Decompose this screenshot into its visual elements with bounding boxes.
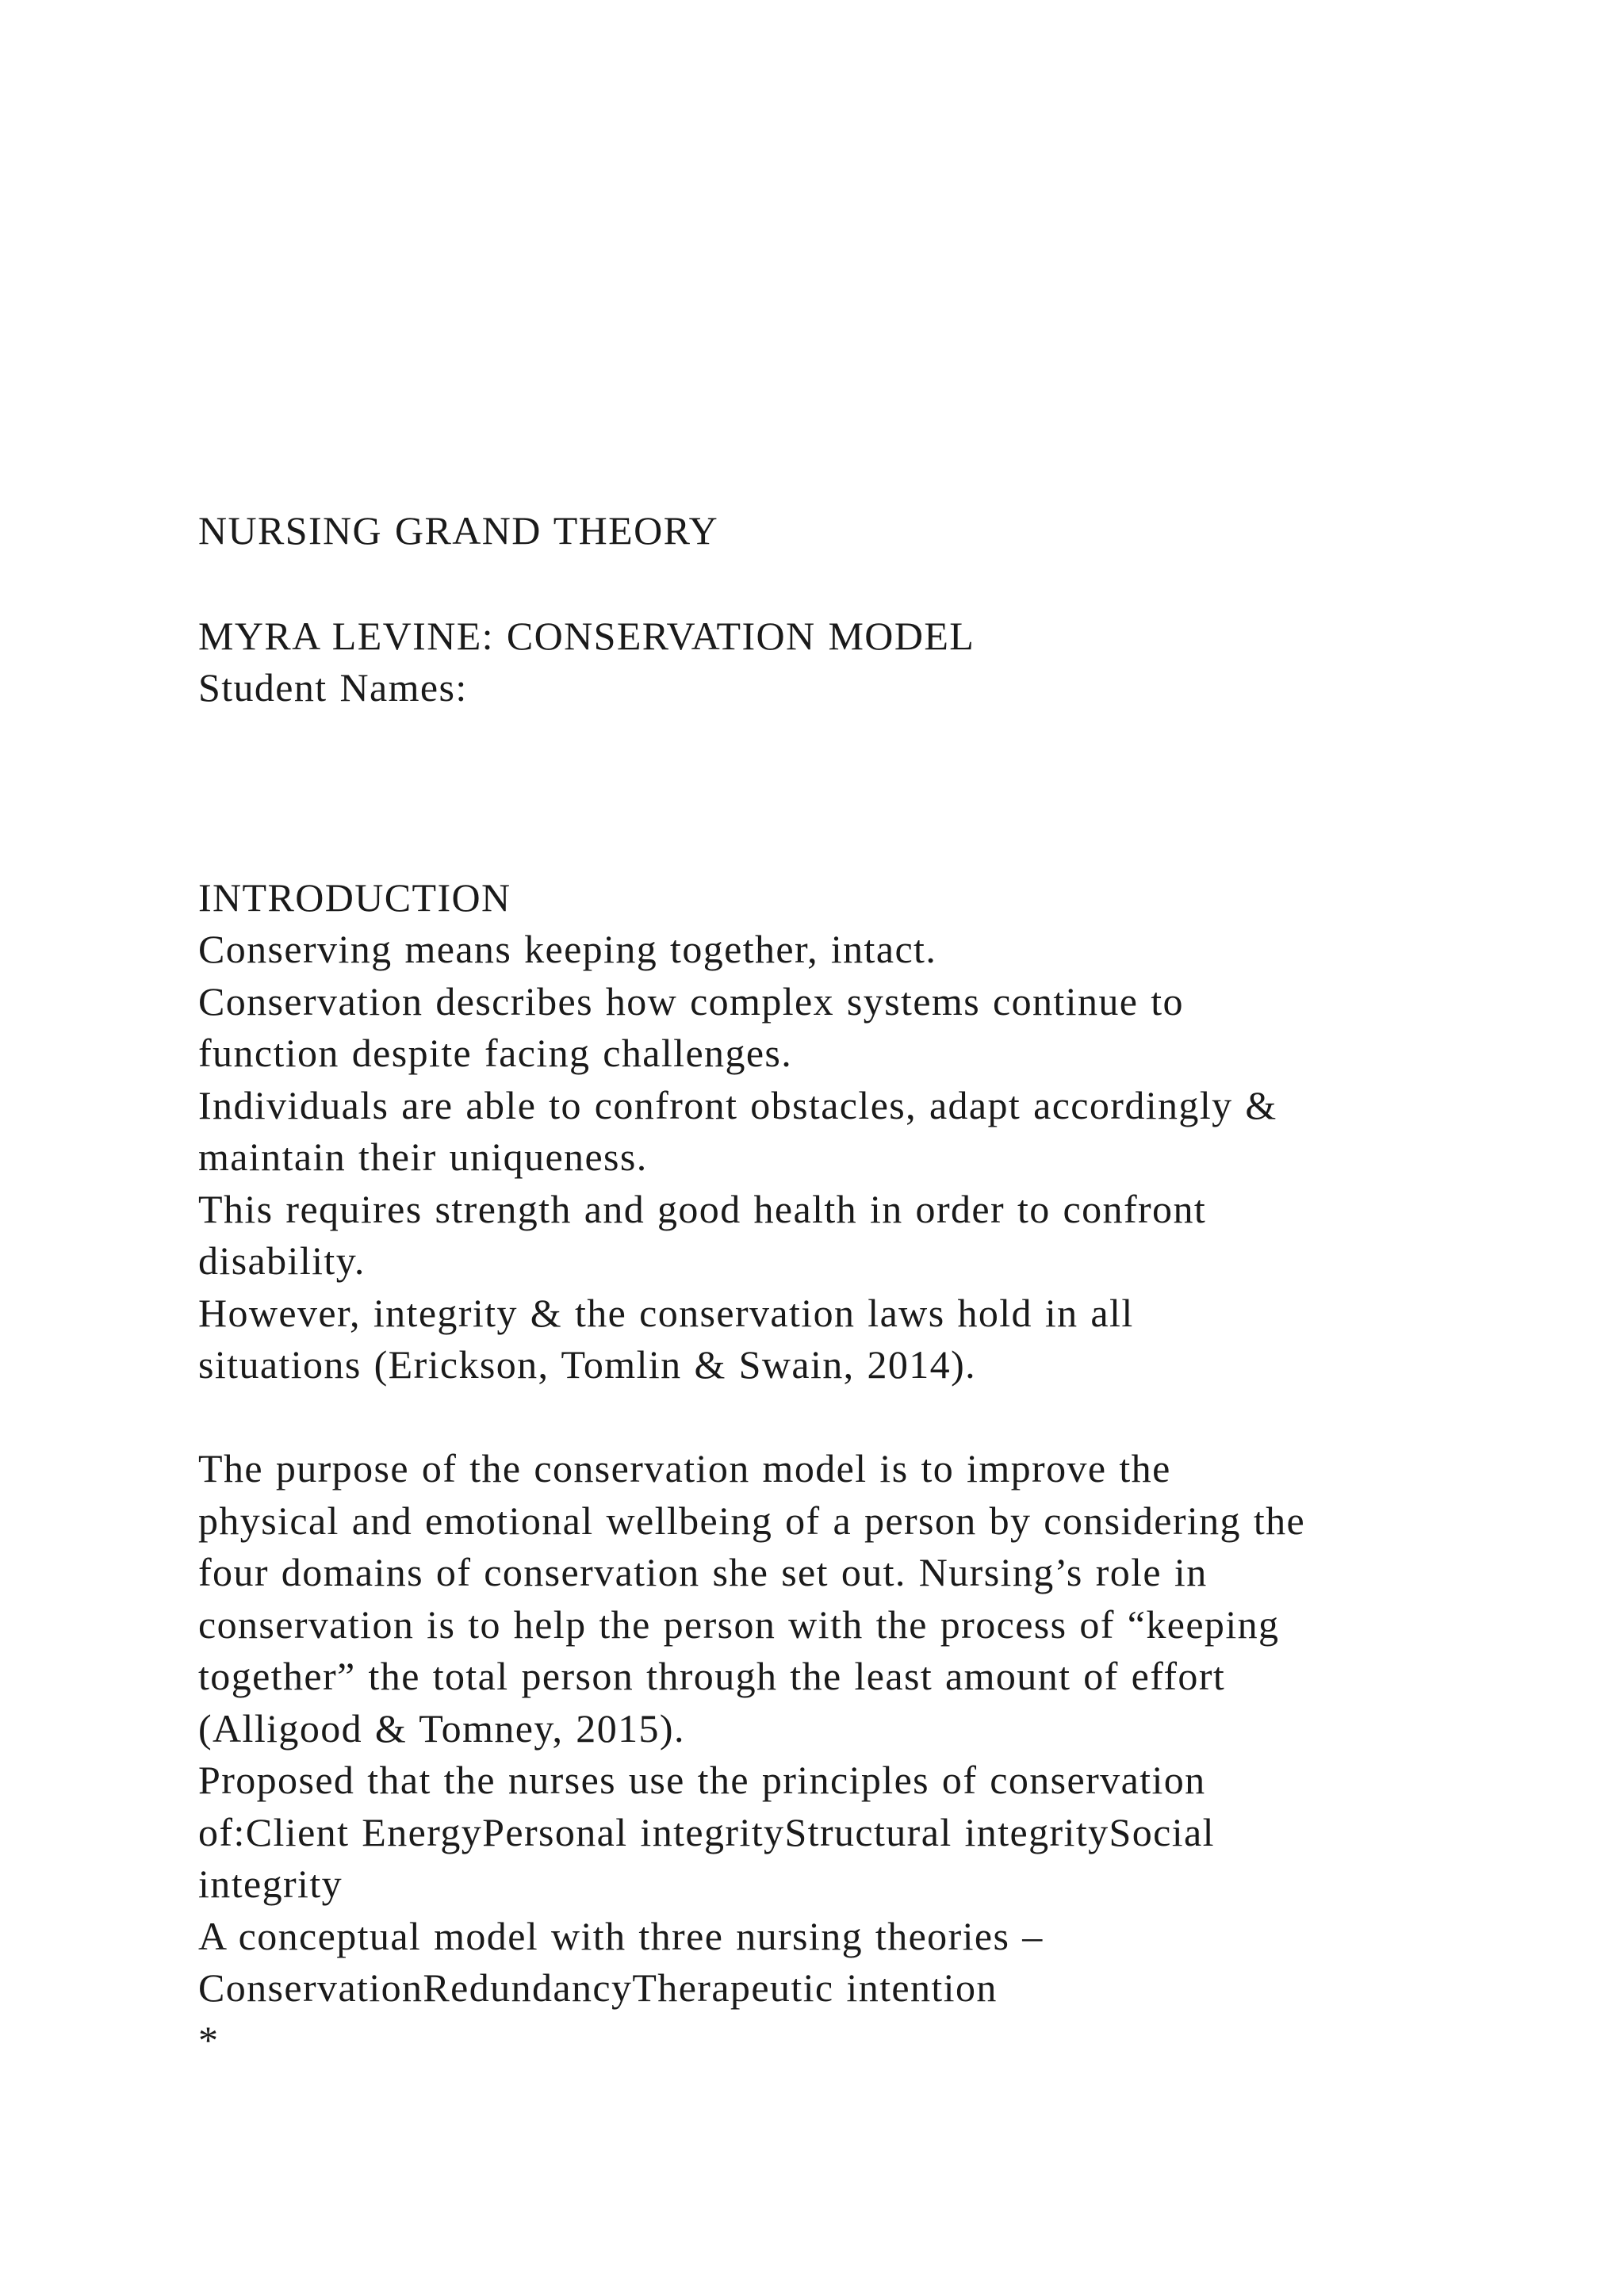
intro-line: However, integrity & the conservation laws hold in all xyxy=(198,1290,1134,1335)
document-subtitle: MYRA LEVINE: CONSERVATION MODEL xyxy=(198,613,975,658)
intro-line: function despite facing challenges. xyxy=(198,1031,793,1075)
purpose-line: physical and emotional wellbeing of a person by considering the xyxy=(198,1498,1306,1543)
intro-line: Conserving means keeping together, intact. xyxy=(198,927,937,971)
intro-line: Conservation describes how complex systems continue to xyxy=(198,978,1184,1024)
purpose-line: four domains of conservation she set out. Nursing’s role in xyxy=(198,1550,1208,1594)
intro-line: maintain their uniqueness. xyxy=(198,1135,648,1179)
intro-line: Individuals are able to confront obstacles, adapt accordingly & xyxy=(198,1082,1277,1127)
purpose-line: ConservationRedundancyTherapeutic intention xyxy=(198,1965,998,2010)
purpose-line: together” the total person through the least amount of effort xyxy=(198,1654,1226,1698)
document-body xyxy=(198,505,1546,2066)
purpose-line: (Alligood & Tomney, 2015). xyxy=(198,1705,685,1751)
spacer xyxy=(198,557,1546,610)
purpose-line: * xyxy=(198,2017,220,2062)
student-names-label: Student Names: xyxy=(198,665,468,710)
purpose-line: Proposed that the nurses use the principles of conservation xyxy=(198,1758,1206,1802)
purpose-line: The purpose of the conservation model is to improve the xyxy=(198,1446,1171,1490)
purpose-line: A conceptual model with three nursing theories – xyxy=(198,1913,1044,1958)
document-title: NURSING GRAND THEORY xyxy=(198,508,719,553)
intro-line: disability. xyxy=(198,1238,366,1283)
spacer xyxy=(198,1391,1546,1444)
intro-line: situations (Erickson, Tomlin & Swain, 2014). xyxy=(198,1342,977,1387)
purpose-line: integrity xyxy=(198,1862,343,1906)
intro-line: This requires strength and good health in order to confront xyxy=(198,1186,1207,1231)
purpose-line: conservation is to help the person with the process of “keeping xyxy=(198,1601,1280,1647)
spacer xyxy=(198,714,1546,872)
purpose-line: of:Client EnergyPersonal integrityStructural integritySocial xyxy=(198,1809,1215,1854)
section-heading-introduction: INTRODUCTION xyxy=(198,874,511,920)
